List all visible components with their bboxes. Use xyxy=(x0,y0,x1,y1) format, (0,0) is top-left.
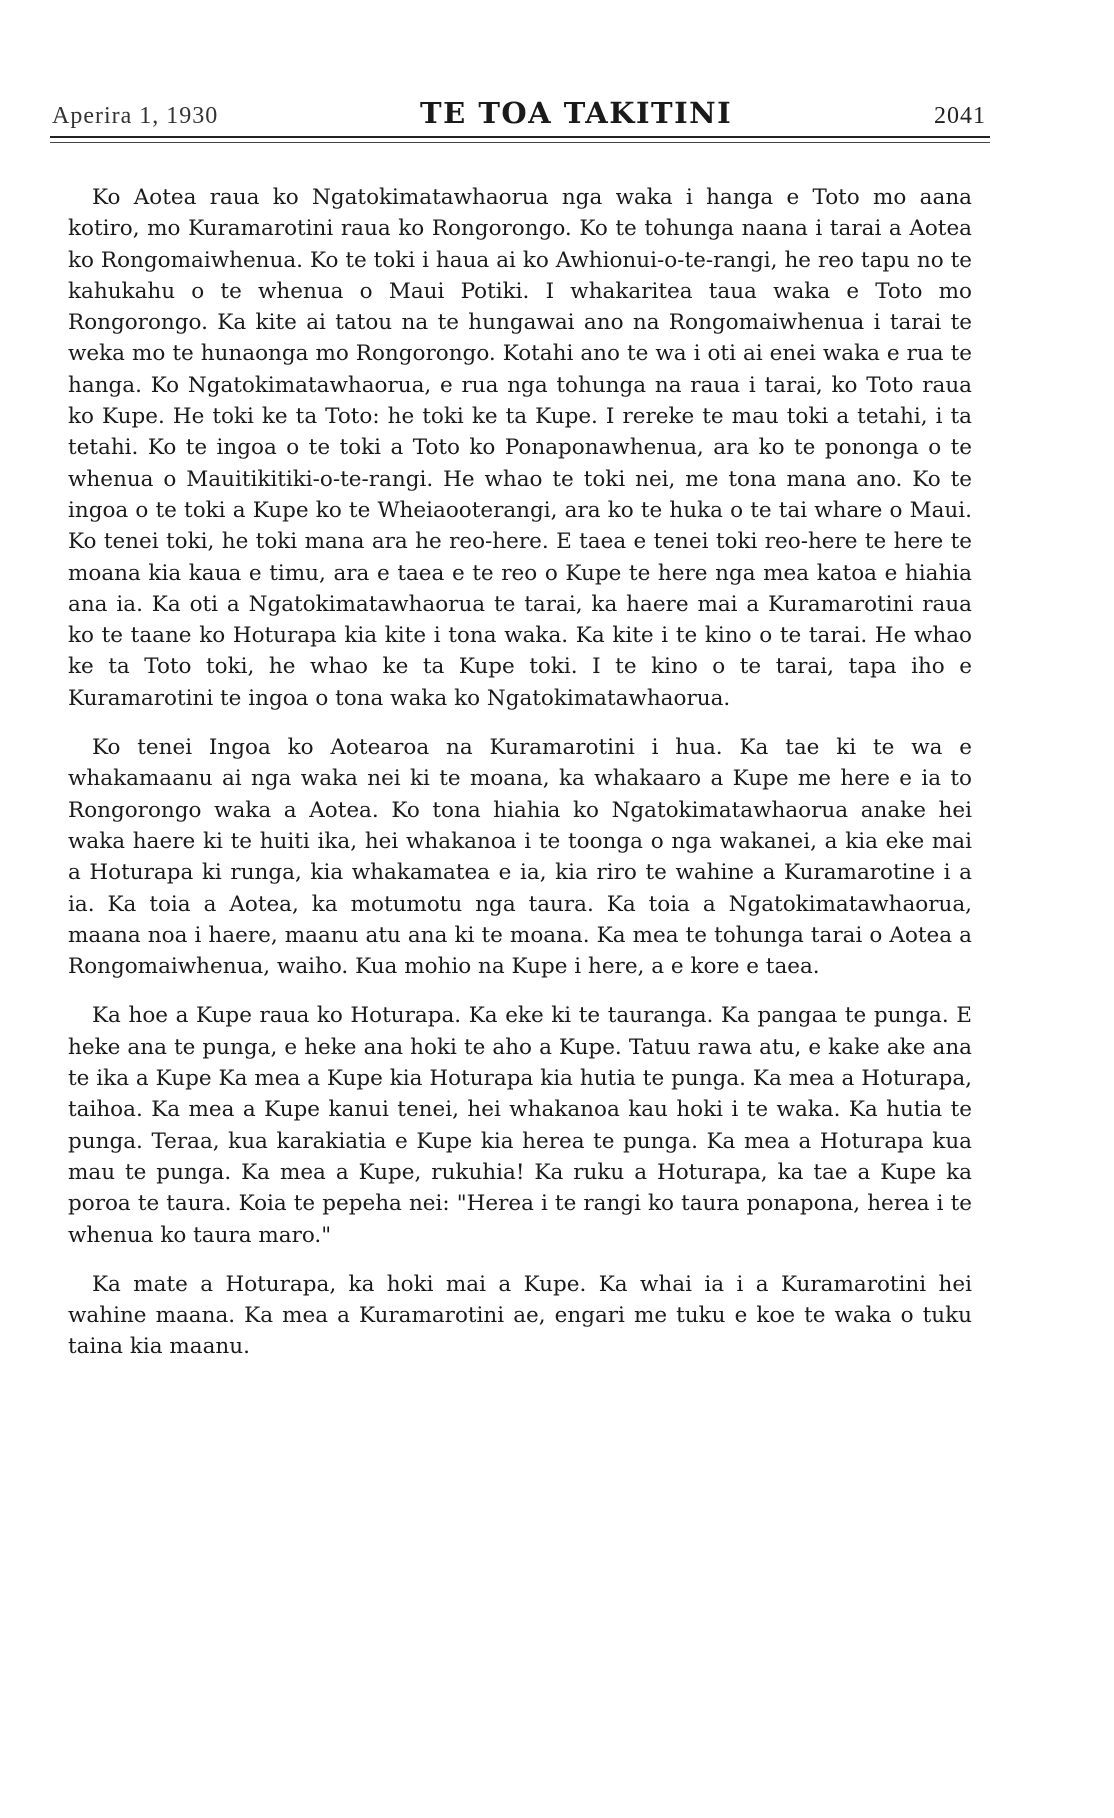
publication-title: TE TOA TAKITINI xyxy=(420,96,733,130)
issue-date: Aperira 1, 1930 xyxy=(52,103,219,129)
page-header xyxy=(52,96,986,130)
article-body xyxy=(68,182,972,1363)
paragraph-4: Ka mate a Hoturapa, ka hoki mai a Kupe. Ka whai ia i a Kuramarotini hei wahine maana. Ka mea a Kuramarotini ae, engari me tuku e koe te waka o tuku taina kia maanu. xyxy=(68,1271,972,1360)
paragraph-2: Ko tenei Ingoa ko Aotearoa na Kuramarotini i hua. Ka tae ki te wa e whakamaanu ai nga waka nei ki te moana, ka whakaaro a Kupe me here e ia to Rongorongo waka a Aotea. Ko tona hiahia ko Ngatokimatawhaorua anake hei waka haere ki te huiti ika, hei whakanoa i te toonga o nga wakanei, a kia eke mai a Hoturapa ki runga, kia whakamatea e ia, kia riro te wahine a Kuramarotine i a ia. Ka toia a Aotea, ka motumotu nga taura. Ka toia a Ngatokimatawhaorua, maana noa i haere, maanu atu ana ki te moana. Ka mea te tohunga tarai o Aotea a Rongomaiwhenua, waiho. Kua mohio na Kupe i here, a e kore e taea. xyxy=(68,735,972,980)
header-rule-thin xyxy=(50,142,990,143)
paragraph-1: Ko Aotea raua ko Ngatokimatawhaorua nga waka i hanga e Toto mo aana kotiro, mo Kuramarotini raua ko Rongorongo. Ko te tohunga naana i tarai a Aotea ko Rongomaiwhenua. Ko te toki i haua ai ko Awhionui-o-te-rangi, he reo tapu no te kahukahu o te whenua o Maui Potiki. I whakaritea taua waka e Toto mo Rongorongo. Ka kite ai tatou na te hungawai ano na Rongomaiwhenua i tarai te weka mo te hunaonga mo Rongorongo. Kotahi ano te wa i oti ai enei waka e rua te hanga. Ko Ngatokimatawhaorua, e rua nga tohunga na raua i tarai, ko Toto raua ko Kupe. He toki ke ta Toto: he toki ke ta Kupe. I rereke te mau toki a tetahi, i ta tetahi. Ko te ingoa o te toki a Toto ko Ponaponawhenua, ara ko te pononga o te whenua o Mauitikitiki-o-te-rangi. He whao te toki nei, me tona mana ano. Ko te ingoa o te toki a Kupe ko te Wheiaooterangi, ara ko te huka o te tai whare o Maui. Ko tenei toki, he toki mana ara he reo-here. E taea e tenei toki reo-here te here te moana kia kaua e timu, ara e taea e te reo o Kupe te here nga mea katoa e hiahia ana ia. Ka oti a Ngatokimatawhaorua te tarai, ka haere mai a Kuramarotini raua ko te taane ko Hoturapa kia kite i tona waka. Ka kite i te kino o te tarai. He whao ke ta Toto toki, he whao ke ta Kupe toki. I te kino o te tarai, tapa iho e Kuramarotini te ingoa o tona waka ko Ngatokimatawhaorua. xyxy=(68,185,972,711)
paragraph-3: Ka hoe a Kupe raua ko Hoturapa. Ka eke ki te tauranga. Ka pangaa te punga. E heke ana te punga, e heke ana hoki te aho a Kupe. Tatuu rawa atu, e kake ake ana te ika a Kupe Ka mea a Kupe kia Hoturapa kia hutia te punga. Ka mea a Hoturapa, taihoa. Ka mea a Kupe kanui tenei, hei whakanoa kau hoki i te waka. Ka hutia te punga. Teraa, kua karakiatia e Kupe kia herea te punga. Ka mea a Hoturapa kua mau te punga. Ka mea a Kupe, rukuhia! Ka ruku a Hoturapa, ka tae a Kupe ka poroa te taura. Koia te pepeha nei: "Herea i te rangi ko taura ponapona, herea i te whenua ko taura maro." xyxy=(68,1003,972,1248)
header-rule-thick xyxy=(50,136,990,138)
page-number: 2041 xyxy=(934,103,986,129)
